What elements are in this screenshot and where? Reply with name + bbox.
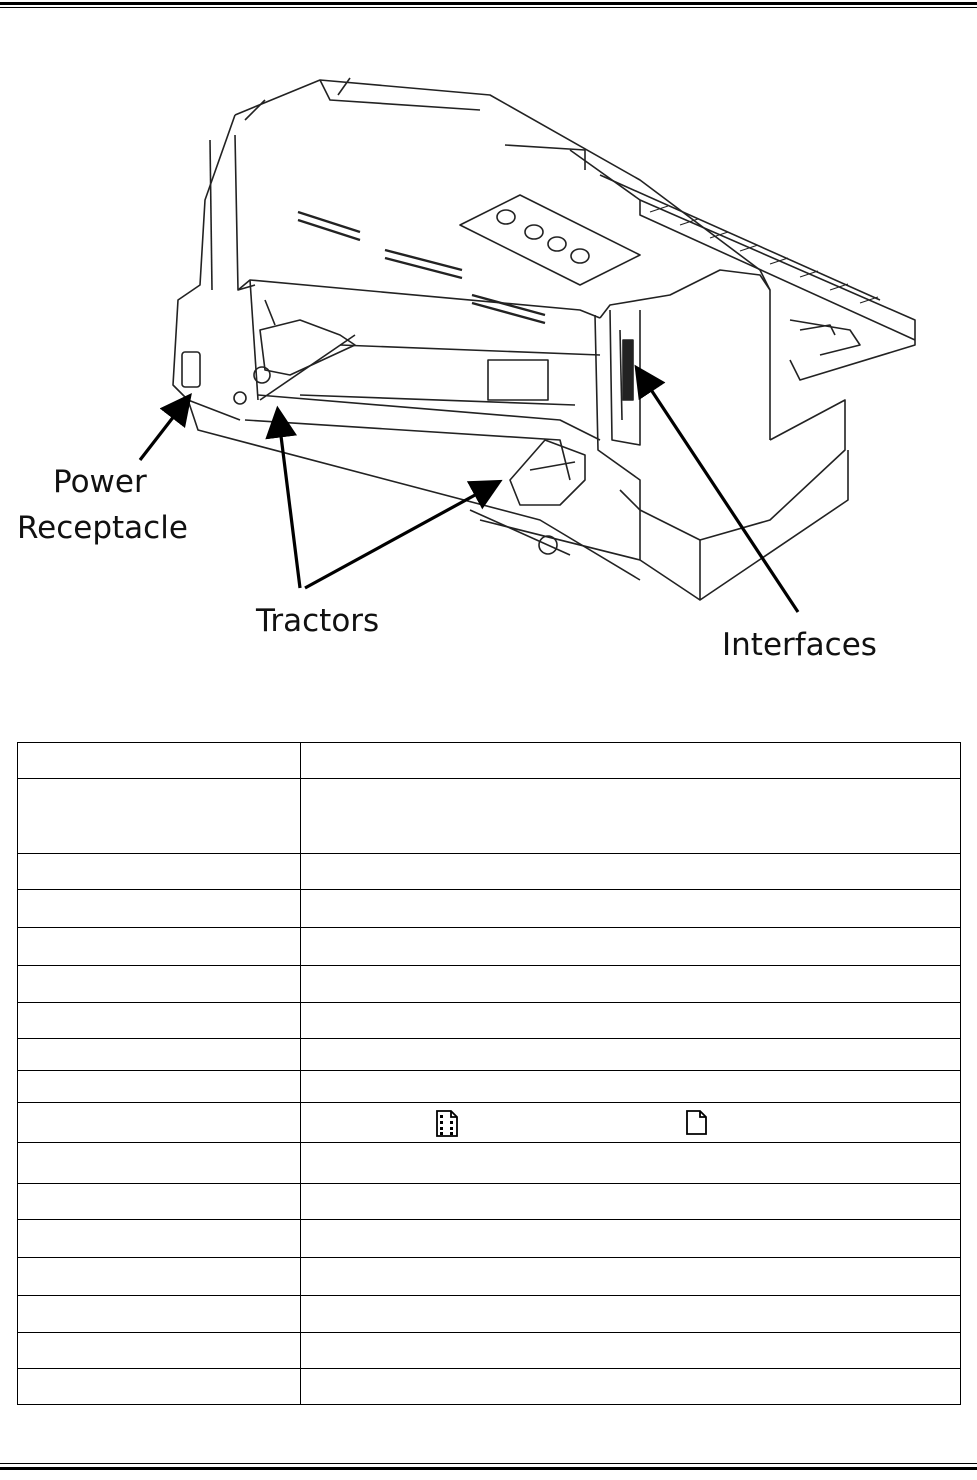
table-cell-value (301, 779, 961, 854)
table-cell-label (18, 1103, 301, 1143)
table-cell-value (301, 928, 961, 966)
table-cell-value (301, 1103, 961, 1143)
table-cell-value (301, 890, 961, 928)
label-tractors: Tractors (256, 603, 380, 639)
table-row (18, 1003, 961, 1039)
table-row (18, 928, 961, 966)
table-cell-label (18, 1296, 301, 1333)
table-row (18, 779, 961, 854)
table-row (18, 966, 961, 1003)
table-cell-value (301, 1184, 961, 1220)
table-row (18, 1184, 961, 1220)
top-rule-thin (0, 7, 977, 8)
table-cell-label (18, 1039, 301, 1071)
table-cell-label (18, 854, 301, 890)
table-row (18, 1220, 961, 1258)
table-cell-label (18, 928, 301, 966)
table-cell-label (18, 1333, 301, 1369)
table-row (18, 743, 961, 779)
table-cell-label (18, 966, 301, 1003)
table-cell-value (301, 1071, 961, 1103)
table-cell-value (301, 1369, 961, 1405)
table-row (18, 854, 961, 890)
table-row (18, 1071, 961, 1103)
printer-figure (0, 60, 977, 680)
table-cell-value (301, 1258, 961, 1296)
table-row (18, 1369, 961, 1405)
label-power-line2: Receptacle (17, 510, 188, 546)
table-cell-value (301, 1296, 961, 1333)
dot-matrix-printer-icon (173, 78, 915, 600)
table-cell-label (18, 1258, 301, 1296)
bottom-rule-thick (0, 1467, 977, 1470)
table-cell-label (18, 1220, 301, 1258)
table-cell-label (18, 1071, 301, 1103)
table-row (18, 890, 961, 928)
table-cell-label (18, 1003, 301, 1039)
table-cell-value (301, 1333, 961, 1369)
continuous-paper-icon (435, 1110, 461, 1138)
table-cell-label (18, 1143, 301, 1184)
table-row (18, 1039, 961, 1071)
top-rule-thick (0, 2, 977, 5)
table-cell-value (301, 854, 961, 890)
table-cell-value (301, 1220, 961, 1258)
label-interfaces: Interfaces (722, 627, 877, 663)
table-row (18, 1333, 961, 1369)
table-cell-value (301, 743, 961, 779)
table-row (18, 1143, 961, 1184)
table-cell-label (18, 890, 301, 928)
table-cell-label (18, 1184, 301, 1220)
label-power-line1: Power (53, 464, 147, 500)
table-cell-label (18, 1369, 301, 1405)
table-cell-label (18, 779, 301, 854)
spec-table (17, 742, 961, 1405)
table-cell-value (301, 1039, 961, 1071)
table-row (18, 1103, 961, 1143)
table-cell-value (301, 966, 961, 1003)
table-cell-label (18, 743, 301, 779)
table-row (18, 1258, 961, 1296)
table-cell-value (301, 1143, 961, 1184)
bottom-rule-thin (0, 1463, 977, 1464)
table-row (18, 1296, 961, 1333)
table-cell-value (301, 1003, 961, 1039)
cut-sheet-icon (685, 1110, 709, 1136)
